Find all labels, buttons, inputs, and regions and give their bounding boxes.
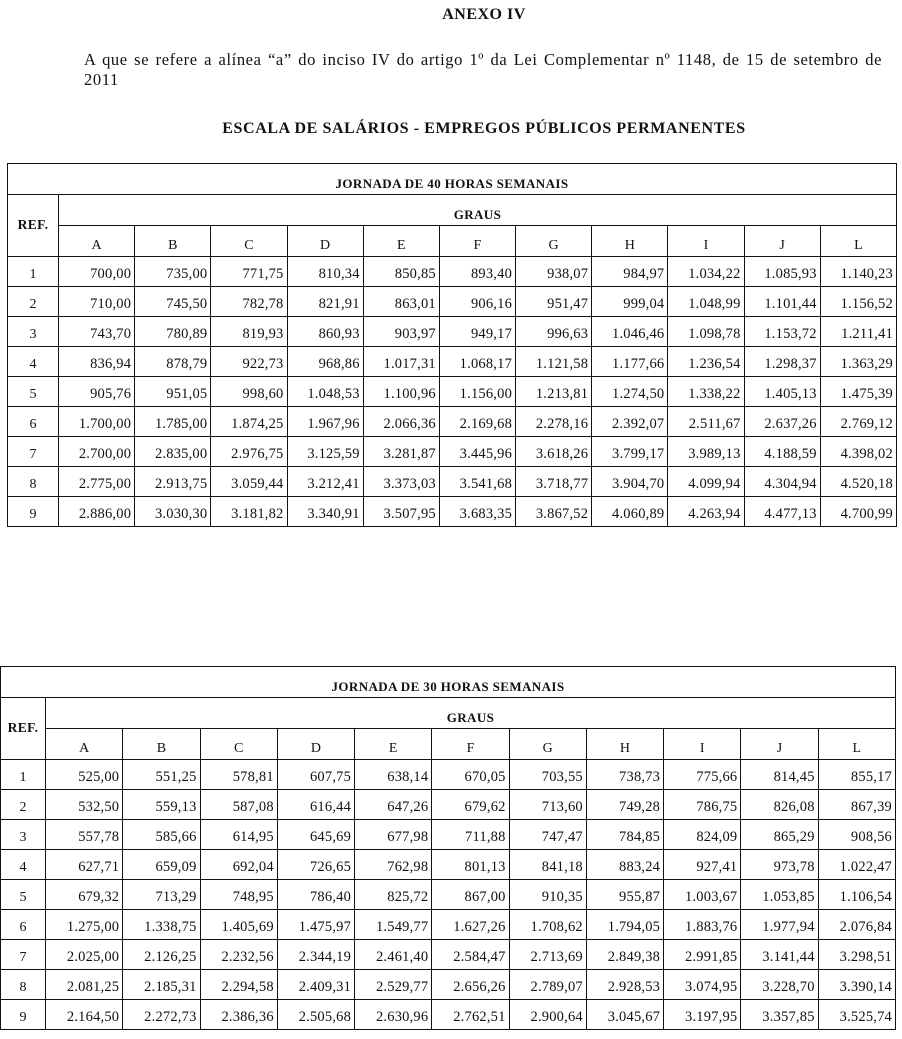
table-row bbox=[8, 407, 897, 437]
salary-cell: 2.713,69 bbox=[509, 940, 586, 970]
salary-cell: 1.549,77 bbox=[355, 910, 432, 940]
salary-cell: 713,60 bbox=[509, 790, 586, 820]
intro-paragraph: A que se refere a alínea “a” do inciso IV do artigo 1º da Lei Complementar nº 1148, de 15 de setembro de 2011 bbox=[84, 50, 882, 89]
salary-cell: 2.126,25 bbox=[123, 940, 200, 970]
salary-cell: 938,07 bbox=[516, 257, 592, 287]
salary-cell: 2.392,07 bbox=[592, 407, 668, 437]
salary-cell: 1.121,58 bbox=[516, 347, 592, 377]
salary-cell: 3.718,77 bbox=[516, 467, 592, 497]
salary-cell: 819,93 bbox=[211, 317, 287, 347]
salary-cell: 4.304,94 bbox=[744, 467, 820, 497]
salary-cell: 2.789,07 bbox=[509, 970, 586, 1000]
salary-cell: 3.445,96 bbox=[439, 437, 515, 467]
salary-cell: 775,66 bbox=[664, 760, 741, 790]
salary-cell: 735,00 bbox=[135, 257, 211, 287]
table-row bbox=[8, 437, 897, 467]
salary-cell: 2.461,40 bbox=[355, 940, 432, 970]
salary-cell: 4.477,13 bbox=[744, 497, 820, 527]
grade-header-b: B bbox=[135, 226, 211, 257]
grade-header-g: G bbox=[516, 226, 592, 257]
ref-number: 4 bbox=[1, 850, 46, 880]
salary-cell: 3.618,26 bbox=[516, 437, 592, 467]
salary-cell: 3.181,82 bbox=[211, 497, 287, 527]
salary-cell: 3.298,51 bbox=[818, 940, 895, 970]
salary-cell: 951,05 bbox=[135, 377, 211, 407]
salary-cell: 2.076,84 bbox=[818, 910, 895, 940]
salary-cell: 3.799,17 bbox=[592, 437, 668, 467]
table-row bbox=[1, 1000, 896, 1030]
salary-cell: 614,95 bbox=[200, 820, 277, 850]
salary-cell: 4.188,59 bbox=[744, 437, 820, 467]
salary-cell: 2.511,67 bbox=[668, 407, 744, 437]
table-row bbox=[8, 317, 897, 347]
salary-cell: 679,62 bbox=[432, 790, 509, 820]
salary-cell: 2.164,50 bbox=[46, 1000, 123, 1030]
ref-number: 1 bbox=[8, 257, 59, 287]
grade-header-d: D bbox=[277, 729, 354, 760]
salary-cell: 710,00 bbox=[59, 287, 135, 317]
salary-cell: 2.849,38 bbox=[586, 940, 663, 970]
grade-header-e: E bbox=[355, 729, 432, 760]
salary-cell: 3.390,14 bbox=[818, 970, 895, 1000]
salary-cell: 1.048,53 bbox=[287, 377, 363, 407]
salary-table-40h bbox=[7, 163, 897, 527]
salary-cell: 692,04 bbox=[200, 850, 277, 880]
salary-cell: 1.156,52 bbox=[820, 287, 896, 317]
table-row bbox=[1, 880, 896, 910]
salary-cell: 2.066,36 bbox=[363, 407, 439, 437]
grade-header-h: H bbox=[586, 729, 663, 760]
salary-cell: 2.232,56 bbox=[200, 940, 277, 970]
graus-header: GRAUS bbox=[46, 698, 896, 729]
salary-cell: 968,86 bbox=[287, 347, 363, 377]
grade-letters-row bbox=[1, 729, 896, 760]
table-row bbox=[8, 347, 897, 377]
salary-cell: 1.338,75 bbox=[123, 910, 200, 940]
grade-letters-row bbox=[8, 226, 897, 257]
salary-cell: 2.025,00 bbox=[46, 940, 123, 970]
salary-cell: 2.991,85 bbox=[664, 940, 741, 970]
salary-cell: 2.976,75 bbox=[211, 437, 287, 467]
salary-cell: 745,50 bbox=[135, 287, 211, 317]
salary-cell: 587,08 bbox=[200, 790, 277, 820]
ref-number: 5 bbox=[1, 880, 46, 910]
salary-cell: 726,65 bbox=[277, 850, 354, 880]
jornada-row bbox=[8, 164, 897, 195]
salary-cell: 1.338,22 bbox=[668, 377, 744, 407]
salary-cell: 927,41 bbox=[664, 850, 741, 880]
salary-cell: 2.584,47 bbox=[432, 940, 509, 970]
salary-cell: 2.762,51 bbox=[432, 1000, 509, 1030]
salary-cell: 2.637,26 bbox=[744, 407, 820, 437]
salary-cell: 1.022,47 bbox=[818, 850, 895, 880]
salary-cell: 865,29 bbox=[741, 820, 818, 850]
salary-cell: 2.913,75 bbox=[135, 467, 211, 497]
salary-cell: 850,85 bbox=[363, 257, 439, 287]
salary-cell: 659,09 bbox=[123, 850, 200, 880]
salary-cell: 1.085,93 bbox=[744, 257, 820, 287]
salary-cell: 1.405,69 bbox=[200, 910, 277, 940]
ref-number: 9 bbox=[8, 497, 59, 527]
ref-number: 8 bbox=[1, 970, 46, 1000]
ref-number: 3 bbox=[8, 317, 59, 347]
salary-cell: 1.034,22 bbox=[668, 257, 744, 287]
salary-cell: 2.630,96 bbox=[355, 1000, 432, 1030]
salary-cell: 2.272,73 bbox=[123, 1000, 200, 1030]
salary-cell: 824,09 bbox=[664, 820, 741, 850]
salary-cell: 908,56 bbox=[818, 820, 895, 850]
salary-cell: 532,50 bbox=[46, 790, 123, 820]
ref-header: REF. bbox=[1, 698, 46, 760]
salary-cell: 780,89 bbox=[135, 317, 211, 347]
salary-cell: 3.045,67 bbox=[586, 1000, 663, 1030]
salary-cell: 1.298,37 bbox=[744, 347, 820, 377]
salary-cell: 814,45 bbox=[741, 760, 818, 790]
salary-cell: 3.373,03 bbox=[363, 467, 439, 497]
salary-cell: 922,73 bbox=[211, 347, 287, 377]
salary-cell: 1.177,66 bbox=[592, 347, 668, 377]
salary-cell: 3.507,95 bbox=[363, 497, 439, 527]
salary-cell: 2.278,16 bbox=[516, 407, 592, 437]
salary-cell: 559,13 bbox=[123, 790, 200, 820]
scale-title: ESCALA DE SALÁRIOS - EMPREGOS PÚBLICOS PERMANENTES bbox=[222, 120, 746, 137]
salary-cell: 2.700,00 bbox=[59, 437, 135, 467]
salary-cell: 855,17 bbox=[818, 760, 895, 790]
salary-cell: 762,98 bbox=[355, 850, 432, 880]
salary-cell: 998,60 bbox=[211, 377, 287, 407]
table-row bbox=[1, 910, 896, 940]
graus-row bbox=[1, 698, 896, 729]
ref-number: 9 bbox=[1, 1000, 46, 1030]
jornada-row bbox=[1, 667, 896, 698]
salary-cell: 4.060,89 bbox=[592, 497, 668, 527]
jornada-title: JORNADA DE 30 HORAS SEMANAIS bbox=[1, 667, 896, 698]
grade-header-c: C bbox=[211, 226, 287, 257]
grade-header-j: J bbox=[741, 729, 818, 760]
salary-cell: 1.883,76 bbox=[664, 910, 741, 940]
salary-cell: 1.475,97 bbox=[277, 910, 354, 940]
grade-header-i: I bbox=[668, 226, 744, 257]
salary-cell: 2.656,26 bbox=[432, 970, 509, 1000]
salary-cell: 4.398,02 bbox=[820, 437, 896, 467]
salary-cell: 1.017,31 bbox=[363, 347, 439, 377]
salary-cell: 1.213,81 bbox=[516, 377, 592, 407]
salary-cell: 4.099,94 bbox=[668, 467, 744, 497]
salary-cell: 973,78 bbox=[741, 850, 818, 880]
salary-cell: 4.700,99 bbox=[820, 497, 896, 527]
salary-cell: 578,81 bbox=[200, 760, 277, 790]
salary-cell: 747,47 bbox=[509, 820, 586, 850]
ref-number: 8 bbox=[8, 467, 59, 497]
grade-header-j: J bbox=[744, 226, 820, 257]
salary-cell: 2.294,58 bbox=[200, 970, 277, 1000]
salary-cell: 2.835,00 bbox=[135, 437, 211, 467]
salary-cell: 3.197,95 bbox=[664, 1000, 741, 1030]
salary-cell: 1.977,94 bbox=[741, 910, 818, 940]
salary-cell: 825,72 bbox=[355, 880, 432, 910]
salary-cell: 3.683,35 bbox=[439, 497, 515, 527]
salary-cell: 883,24 bbox=[586, 850, 663, 880]
salary-cell: 951,47 bbox=[516, 287, 592, 317]
ref-number: 7 bbox=[8, 437, 59, 467]
salary-cell: 677,98 bbox=[355, 820, 432, 850]
table-row bbox=[1, 940, 896, 970]
salary-cell: 3.340,91 bbox=[287, 497, 363, 527]
salary-cell: 2.505,68 bbox=[277, 1000, 354, 1030]
salary-cell: 711,88 bbox=[432, 820, 509, 850]
salary-cell: 743,70 bbox=[59, 317, 135, 347]
salary-cell: 3.059,44 bbox=[211, 467, 287, 497]
salary-cell: 893,40 bbox=[439, 257, 515, 287]
grade-header-l: L bbox=[820, 226, 896, 257]
salary-cell: 3.125,59 bbox=[287, 437, 363, 467]
salary-cell: 738,73 bbox=[586, 760, 663, 790]
salary-cell: 1.048,99 bbox=[668, 287, 744, 317]
salary-cell: 3.141,44 bbox=[741, 940, 818, 970]
table-row bbox=[1, 820, 896, 850]
salary-cell: 3.904,70 bbox=[592, 467, 668, 497]
table-row bbox=[1, 970, 896, 1000]
salary-cell: 801,13 bbox=[432, 850, 509, 880]
salary-cell: 557,78 bbox=[46, 820, 123, 850]
salary-cell: 905,76 bbox=[59, 377, 135, 407]
salary-cell: 3.281,87 bbox=[363, 437, 439, 467]
salary-cell: 1.274,50 bbox=[592, 377, 668, 407]
grade-header-b: B bbox=[123, 729, 200, 760]
salary-cell: 1.053,85 bbox=[741, 880, 818, 910]
ref-number: 1 bbox=[1, 760, 46, 790]
salary-cell: 984,97 bbox=[592, 257, 668, 287]
jornada-title: JORNADA DE 40 HORAS SEMANAIS bbox=[8, 164, 897, 195]
salary-cell: 3.989,13 bbox=[668, 437, 744, 467]
salary-cell: 3.541,68 bbox=[439, 467, 515, 497]
salary-cell: 1.275,00 bbox=[46, 910, 123, 940]
table-row bbox=[8, 467, 897, 497]
salary-cell: 2.081,25 bbox=[46, 970, 123, 1000]
salary-cell: 2.169,68 bbox=[439, 407, 515, 437]
grade-header-g: G bbox=[509, 729, 586, 760]
salary-cell: 867,39 bbox=[818, 790, 895, 820]
salary-cell: 786,40 bbox=[277, 880, 354, 910]
ref-number: 6 bbox=[1, 910, 46, 940]
salary-cell: 1.874,25 bbox=[211, 407, 287, 437]
salary-cell: 999,04 bbox=[592, 287, 668, 317]
salary-cell: 551,25 bbox=[123, 760, 200, 790]
salary-cell: 1.708,62 bbox=[509, 910, 586, 940]
table-row bbox=[1, 790, 896, 820]
ref-number: 2 bbox=[8, 287, 59, 317]
salary-cell: 616,44 bbox=[277, 790, 354, 820]
annex-title: ANEXO IV bbox=[442, 6, 526, 23]
salary-cell: 703,55 bbox=[509, 760, 586, 790]
salary-cell: 1.794,05 bbox=[586, 910, 663, 940]
salary-cell: 525,00 bbox=[46, 760, 123, 790]
table-row bbox=[8, 497, 897, 527]
salary-cell: 878,79 bbox=[135, 347, 211, 377]
salary-cell: 784,85 bbox=[586, 820, 663, 850]
salary-cell: 867,00 bbox=[432, 880, 509, 910]
salary-cell: 4.520,18 bbox=[820, 467, 896, 497]
salary-cell: 821,91 bbox=[287, 287, 363, 317]
salary-cell: 1.363,29 bbox=[820, 347, 896, 377]
salary-cell: 1.140,23 bbox=[820, 257, 896, 287]
salary-cell: 1.003,67 bbox=[664, 880, 741, 910]
salary-cell: 3.228,70 bbox=[741, 970, 818, 1000]
salary-cell: 1.211,41 bbox=[820, 317, 896, 347]
salary-cell: 2.928,53 bbox=[586, 970, 663, 1000]
grade-header-l: L bbox=[818, 729, 895, 760]
salary-cell: 627,71 bbox=[46, 850, 123, 880]
salary-cell: 645,69 bbox=[277, 820, 354, 850]
salary-cell: 1.967,96 bbox=[287, 407, 363, 437]
table-row bbox=[8, 287, 897, 317]
salary-cell: 749,28 bbox=[586, 790, 663, 820]
grade-header-f: F bbox=[439, 226, 515, 257]
salary-cell: 906,16 bbox=[439, 287, 515, 317]
salary-cell: 1.475,39 bbox=[820, 377, 896, 407]
grade-header-a: A bbox=[46, 729, 123, 760]
salary-cell: 910,35 bbox=[509, 880, 586, 910]
ref-number: 4 bbox=[8, 347, 59, 377]
salary-cell: 1.156,00 bbox=[439, 377, 515, 407]
ref-number: 5 bbox=[8, 377, 59, 407]
salary-cell: 786,75 bbox=[664, 790, 741, 820]
salary-cell: 647,26 bbox=[355, 790, 432, 820]
salary-cell: 4.263,94 bbox=[668, 497, 744, 527]
salary-table-30h bbox=[0, 666, 896, 1030]
salary-cell: 782,78 bbox=[211, 287, 287, 317]
table-row bbox=[1, 760, 896, 790]
salary-cell: 3.867,52 bbox=[516, 497, 592, 527]
ref-number: 2 bbox=[1, 790, 46, 820]
salary-cell: 3.212,41 bbox=[287, 467, 363, 497]
salary-cell: 713,29 bbox=[123, 880, 200, 910]
table-row bbox=[8, 377, 897, 407]
salary-cell: 3.030,30 bbox=[135, 497, 211, 527]
salary-cell: 1.405,13 bbox=[744, 377, 820, 407]
grade-header-a: A bbox=[59, 226, 135, 257]
salary-cell: 3.074,95 bbox=[664, 970, 741, 1000]
salary-cell: 836,94 bbox=[59, 347, 135, 377]
salary-cell: 679,32 bbox=[46, 880, 123, 910]
salary-cell: 1.700,00 bbox=[59, 407, 135, 437]
grade-header-e: E bbox=[363, 226, 439, 257]
salary-cell: 996,63 bbox=[516, 317, 592, 347]
ref-header: REF. bbox=[8, 195, 59, 257]
salary-cell: 1.098,78 bbox=[668, 317, 744, 347]
salary-cell: 2.185,31 bbox=[123, 970, 200, 1000]
salary-cell: 903,97 bbox=[363, 317, 439, 347]
salary-cell: 1.106,54 bbox=[818, 880, 895, 910]
grade-header-d: D bbox=[287, 226, 363, 257]
salary-cell: 670,05 bbox=[432, 760, 509, 790]
salary-cell: 1.068,17 bbox=[439, 347, 515, 377]
table-row bbox=[8, 257, 897, 287]
salary-cell: 1.101,44 bbox=[744, 287, 820, 317]
salary-cell: 585,66 bbox=[123, 820, 200, 850]
salary-cell: 949,17 bbox=[439, 317, 515, 347]
salary-cell: 638,14 bbox=[355, 760, 432, 790]
salary-cell: 2.900,64 bbox=[509, 1000, 586, 1030]
grade-header-f: F bbox=[432, 729, 509, 760]
salary-cell: 841,18 bbox=[509, 850, 586, 880]
salary-cell: 700,00 bbox=[59, 257, 135, 287]
ref-number: 3 bbox=[1, 820, 46, 850]
grade-header-h: H bbox=[592, 226, 668, 257]
graus-header: GRAUS bbox=[59, 195, 897, 226]
salary-cell: 2.344,19 bbox=[277, 940, 354, 970]
ref-number: 6 bbox=[8, 407, 59, 437]
salary-cell: 1.046,46 bbox=[592, 317, 668, 347]
salary-cell: 748,95 bbox=[200, 880, 277, 910]
salary-cell: 1.785,00 bbox=[135, 407, 211, 437]
salary-cell: 860,93 bbox=[287, 317, 363, 347]
graus-row bbox=[8, 195, 897, 226]
grade-header-c: C bbox=[200, 729, 277, 760]
salary-cell: 771,75 bbox=[211, 257, 287, 287]
salary-cell: 2.529,77 bbox=[355, 970, 432, 1000]
ref-number: 7 bbox=[1, 940, 46, 970]
salary-cell: 1.100,96 bbox=[363, 377, 439, 407]
salary-cell: 1.153,72 bbox=[744, 317, 820, 347]
salary-cell: 1.236,54 bbox=[668, 347, 744, 377]
salary-cell: 1.627,26 bbox=[432, 910, 509, 940]
salary-cell: 2.386,36 bbox=[200, 1000, 277, 1030]
salary-cell: 3.357,85 bbox=[741, 1000, 818, 1030]
salary-cell: 810,34 bbox=[287, 257, 363, 287]
salary-cell: 955,87 bbox=[586, 880, 663, 910]
salary-cell: 3.525,74 bbox=[818, 1000, 895, 1030]
salary-cell: 2.775,00 bbox=[59, 467, 135, 497]
table-row bbox=[1, 850, 896, 880]
salary-cell: 826,08 bbox=[741, 790, 818, 820]
salary-cell: 2.886,00 bbox=[59, 497, 135, 527]
salary-cell: 2.769,12 bbox=[820, 407, 896, 437]
salary-cell: 607,75 bbox=[277, 760, 354, 790]
grade-header-i: I bbox=[664, 729, 741, 760]
salary-cell: 2.409,31 bbox=[277, 970, 354, 1000]
salary-cell: 863,01 bbox=[363, 287, 439, 317]
